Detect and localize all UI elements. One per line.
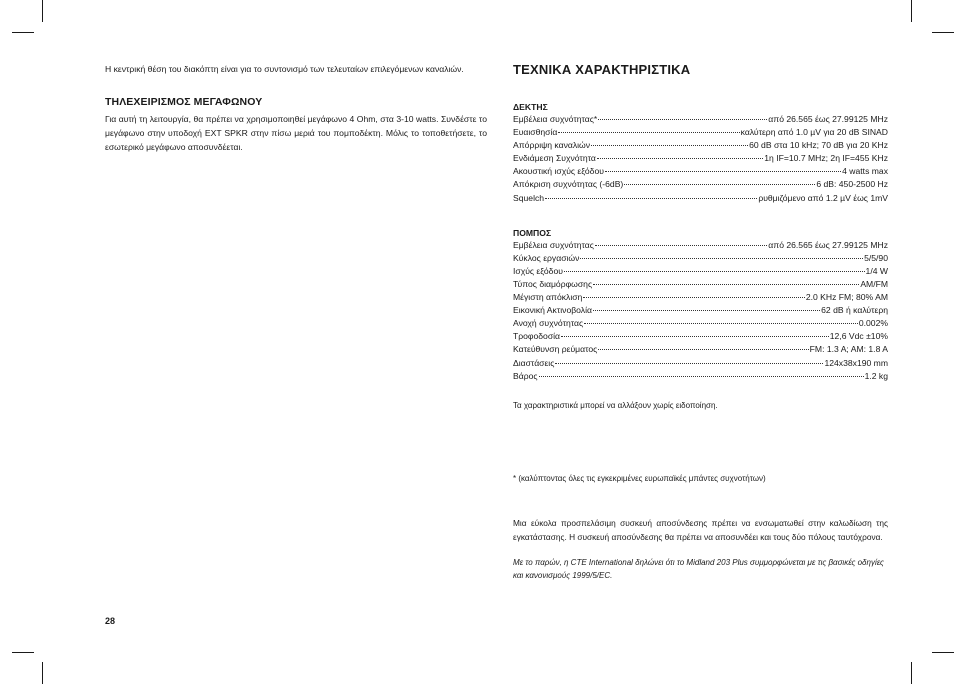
spec-row bbox=[513, 358, 888, 371]
spec-row bbox=[513, 253, 888, 266]
spec-value: 1/4 W bbox=[865, 265, 888, 276]
spec-label: Κατεύθυνση ρεύματος bbox=[513, 344, 598, 355]
footnote: * (καλύπτοντας όλες τις εγκεκριμένες ευρωπαϊκές μπάντες συχνοτήτων) bbox=[513, 473, 766, 483]
dot-leader bbox=[561, 336, 829, 337]
crop-mark bbox=[911, 662, 912, 684]
transmitter-specs bbox=[513, 240, 888, 384]
spec-value: από 26.565 έως 27.99125 MHz bbox=[768, 114, 888, 124]
spec-value: ρυθμιζόμενο από 1.2 µV έως 1mV bbox=[758, 192, 888, 203]
spec-label: Απόρριψη καναλιών bbox=[513, 140, 591, 151]
spec-label: Squelch bbox=[513, 192, 545, 203]
spec-row bbox=[513, 153, 888, 166]
crop-mark bbox=[42, 662, 43, 684]
spec-value: 60 dB στα 10 kHz; 70 dB για 20 KHz bbox=[749, 140, 888, 151]
spec-label: Τροφοδοσία bbox=[513, 331, 561, 342]
spec-value: από 26.565 έως 27.99125 MHz bbox=[768, 239, 888, 250]
dot-leader bbox=[545, 198, 757, 199]
spec-value: 0.002% bbox=[858, 318, 888, 329]
crop-mark bbox=[932, 32, 954, 33]
dot-leader bbox=[539, 376, 864, 377]
spec-row bbox=[513, 305, 888, 318]
dot-leader bbox=[593, 284, 859, 285]
spec-row bbox=[513, 266, 888, 279]
spec-row bbox=[513, 114, 888, 127]
spec-row bbox=[513, 331, 888, 344]
intro-paragraph: Η κεντρική θέση του διακόπτη είναι για το συντονισμό των τελευταίων επιλεγόμενων καναλιών. bbox=[105, 64, 464, 74]
dot-leader bbox=[555, 363, 823, 364]
spec-value: AM/FM bbox=[860, 278, 888, 289]
spec-label: Τύπος διαμόρφωσης bbox=[513, 278, 593, 289]
spec-label: Κύκλος εργασιών bbox=[513, 252, 580, 263]
crop-mark bbox=[911, 0, 912, 22]
dot-leader bbox=[564, 271, 865, 272]
spec-label: Ακουστική ισχύς εξόδου bbox=[513, 166, 604, 177]
dot-leader bbox=[624, 184, 815, 185]
dot-leader bbox=[595, 245, 767, 246]
spec-row bbox=[513, 318, 888, 331]
spec-label: Ισχύς εξόδου bbox=[513, 265, 563, 276]
transmitter-heading: ΠΟΜΠΟΣ bbox=[513, 227, 552, 238]
spec-label: Μέγιστη απόκλιση bbox=[513, 292, 583, 303]
spec-label: Εμβέλεια συχνότητας* bbox=[513, 114, 598, 124]
spec-value: 62 dB ή καλύτερη bbox=[821, 305, 888, 316]
dot-leader bbox=[591, 145, 748, 146]
spec-label: Διαστάσεις bbox=[513, 357, 555, 368]
spec-value: 12,6 Vdc ±10% bbox=[829, 331, 888, 342]
spec-value: 2.0 KHz FM; 80% AM bbox=[805, 292, 888, 303]
crop-mark bbox=[932, 652, 954, 653]
dot-leader bbox=[598, 119, 767, 120]
spec-label: Βάρος bbox=[513, 370, 538, 381]
left-column bbox=[105, 62, 487, 154]
crop-mark bbox=[12, 652, 34, 653]
dot-leader bbox=[584, 323, 858, 324]
spec-label: Ενδιάμεση Συχνότητα bbox=[513, 153, 596, 164]
dot-leader bbox=[558, 132, 739, 133]
spec-value: 1.2 kg bbox=[864, 370, 888, 381]
dot-leader bbox=[605, 171, 841, 172]
spec-value: 1η IF=10.7 MHz; 2η IF=455 KHz bbox=[764, 153, 888, 164]
crop-mark bbox=[12, 32, 34, 33]
spec-value: 6 dB: 450-2500 Hz bbox=[816, 179, 888, 190]
spec-label: Ανοχή συχνότητας bbox=[513, 318, 584, 329]
spec-label: Εμβέλεια συχνότητας bbox=[513, 239, 594, 250]
crop-mark bbox=[42, 0, 43, 22]
receiver-heading: ΔΕΚΤΗΣ bbox=[513, 102, 548, 112]
spec-row bbox=[513, 179, 888, 192]
dot-leader bbox=[597, 158, 763, 159]
spec-label: Ευαισθησία bbox=[513, 127, 558, 138]
spec-row bbox=[513, 279, 888, 292]
spec-row bbox=[513, 140, 888, 153]
dot-leader bbox=[580, 258, 863, 259]
declaration: Με το παρών, η CTE International δηλώνει ότι το Midland 203 Plus συμμορφώνεται με τις βασικές οδηγίες και κανονισμούς 1999/5/EC. bbox=[513, 557, 884, 580]
spec-row bbox=[513, 240, 888, 253]
spec-value: 4 watts max bbox=[842, 166, 888, 177]
change-notice: Τα χαρακτηριστικά μπορεί να αλλάξουν χωρίς ειδοποίηση. bbox=[513, 400, 718, 410]
disconnect-paragraph: Μια εύκολα προσπελάσιμη συσκευή αποσύνδεσης πρέπει να ενσωματωθεί στην καλωδίωση της εγκατάστασης. Η συσκευή αποσύνδεσης θα πρέπει να αποσυνδέει και τους δύο πόλους ταυτόχρονα. bbox=[513, 517, 888, 542]
spec-row bbox=[513, 193, 888, 206]
speaker-paragraph: Για αυτή τη λειτουργία, θα πρέπει να χρησιμοποιηθεί μεγάφωνο 4 Ohm, στα 3-10 watts. Συνδέστε το μεγάφωνο στην υποδοχή EXT SPKR στην πίσω μεριά του πομποδέκτη. Μόλις το τοποθετήσετε, το εσωτερικό μεγάφωνο αποσυνδέεται. bbox=[105, 114, 487, 152]
spec-row bbox=[513, 371, 888, 384]
spec-label: Απόκριση συχνότητας (-6dB) bbox=[513, 179, 624, 190]
spec-value: καλύτερη από 1.0 µV για 20 dB SINAD bbox=[740, 127, 888, 138]
specs-title: ΤΕΧΝΙΚΑ ΧΑΡΑΚΤΗΡΙΣΤΙΚΑ bbox=[513, 62, 691, 77]
spec-row bbox=[513, 166, 888, 179]
spec-row bbox=[513, 127, 888, 140]
dot-leader bbox=[598, 349, 808, 350]
right-column bbox=[513, 62, 888, 582]
spec-label: Εικονική Ακτινοβολία bbox=[513, 305, 592, 316]
dot-leader bbox=[583, 297, 805, 298]
spec-value: 5/5/90 bbox=[864, 252, 888, 263]
spec-row bbox=[513, 292, 888, 305]
speaker-heading: ΤΗΛΕΧΕΙΡΙΣΜΟΣ ΜΕΓΑΦΩΝΟΥ bbox=[105, 96, 263, 108]
spec-value: FM: 1.3 A; AM: 1.8 A bbox=[809, 344, 888, 355]
page-number: 28 bbox=[105, 616, 116, 626]
receiver-specs bbox=[513, 114, 888, 206]
dot-leader bbox=[593, 310, 820, 311]
spec-row bbox=[513, 344, 888, 357]
spec-value: 124x38x190 mm bbox=[824, 357, 888, 368]
